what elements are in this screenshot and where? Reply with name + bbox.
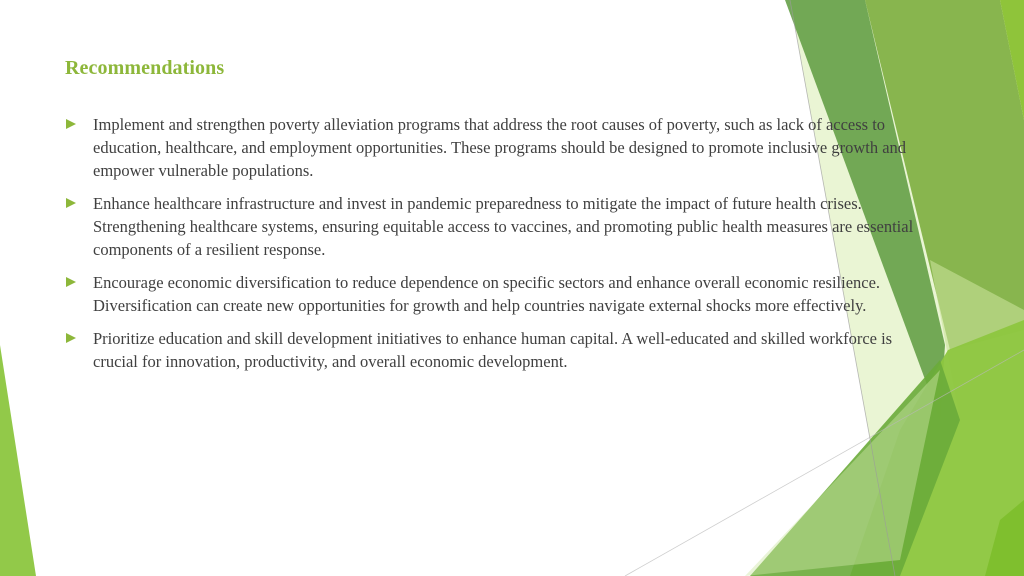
bullet-text: Implement and strengthen poverty alleviation programs that address the root causes of poverty, such as lack of access to education, healthcare, and employment opportunities. These programs should be designed to promote inclusive growth and empower vulnerable populations. <box>93 115 907 180</box>
bullet-list <box>64 113 914 383</box>
slide-title: Recommendations <box>65 57 225 79</box>
bullet-text: Enhance healthcare infrastructure and invest in pandemic preparedness to mitigate the impact of future health crises. Strengthening healthcare systems, ensuring equitable access to vaccines, and promoting public health measures are essential components of a resilient response. <box>93 194 914 259</box>
bullet-item <box>64 271 914 317</box>
bullet-text: Encourage economic diversification to reduce dependence on specific sectors and enhance overall economic resilience. Diversification can create new opportunities for growth and help countries navigate external shocks more effectively. <box>93 273 881 315</box>
triangle-right-icon <box>66 119 76 129</box>
bullet-item <box>64 192 914 261</box>
triangle-right-icon <box>66 277 76 287</box>
bullet-item <box>64 327 914 373</box>
bullet-item <box>64 113 914 182</box>
triangle-right-icon <box>66 333 76 343</box>
left-facet <box>0 345 36 576</box>
bullet-text: Prioritize education and skill development initiatives to enhance human capital. A well-educated and skilled workforce is crucial for innovation, productivity, and overall economic development. <box>93 329 893 371</box>
triangle-right-icon <box>66 198 76 208</box>
